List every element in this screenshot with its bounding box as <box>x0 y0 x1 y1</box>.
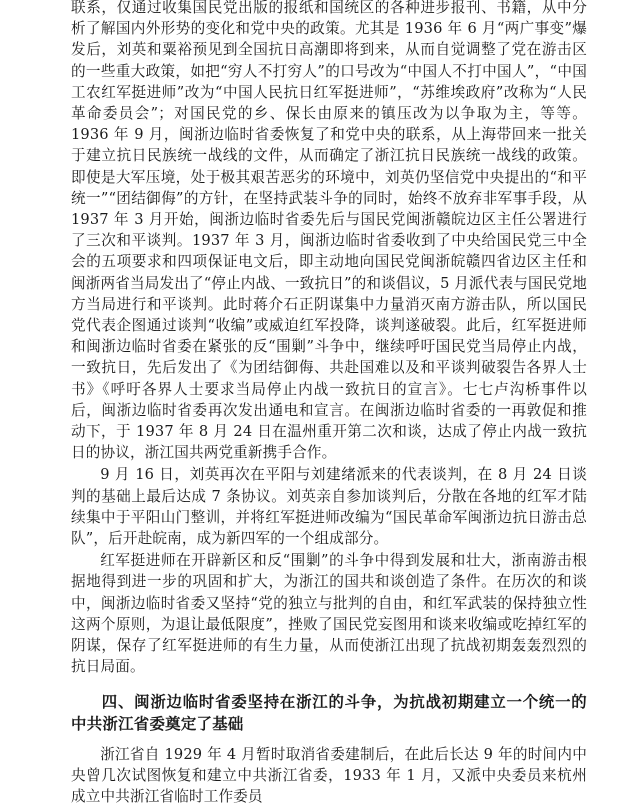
paragraph-4: 浙江省自 1929 年 4 月暂时取消省委建制后，在此后长达 9 年的时间内中央曾几次试图恢复和建立中共浙江省委，1933 年 1 月，又派中央委员来杭州成立中共浙江省临时工作委员 <box>71 744 587 807</box>
section-heading: 四、闽浙边临时省委坚持在浙江的斗争，为抗战初期建立一个统一的中共浙江省委奠定了基础 <box>71 691 587 736</box>
paragraph-2: 9 月 16 日，刘英再次在平阳与刘建绪派来的代表谈判，在 8 月 24 日谈判的基础上最后达成 7 条协议。刘英亲自参加谈判后，分散在各地的红军才陆续集中于平阳山门整训，并将红军挺进师改编为“国民革命军闽浙边抗日游击总队”，后开赴皖南，成为新四军的一个组成部分。 <box>71 464 587 549</box>
paragraph-1: 联系，仅通过收集国民党出版的报纸和国统区的各种进步报刊、书籍，从中分析了解国内外形势的变化和党中央的政策。尤其是 1936 年 6 月“两广事变”爆发后，刘英和粟裕预见到全国抗日高潮即将到来，从而自觉调整了党在游击区的一些重大政策，如把“穷人不打穷人”的口号改为“中国人不打中国人”，“中国工农红军挺进师”改为“中国人民抗日红军挺进师”，“苏维埃政府”改称为“人民革命委员会”；对国民党的乡、保长由原来的镇压改为以争取为主，等等。1936 年 9 月，闽浙边临时省委恢复了和党中央的联系，从上海带回来一批关于建立抗日民族统一战线的文件，从而确定了浙江抗日民族统一战线的政策。即使是大军压境，处于极其艰苦恶劣的环境中，刘英仍坚信党中央提出的“和平统一”“团结御侮”的方针，在坚持武装斗争的同时，始终不放弃非军事手段，从1937 年 3 月开始，闽浙边临时省委先后与国民党闽浙赣皖边区主任公署进行了三次和平谈判。1937 年 3 月，闽浙边临时省委收到了中央给国民党三中全会的五项要求和四项保证电文后，即主动地向国民党闽浙皖赣四省边区主任和闽浙两省当局发出了“停止内战、一致抗日”的和谈倡议，5 月派代表与国民党地方当局进行和平谈判。此时蒋介石正阴谋集中力量消灭南方游击队，所以国民党代表企图通过谈判“收编”或威迫红军投降，谈判遂破裂。此后，红军挺进师和闽浙边临时省委在紧张的反“围剿”斗争中，继续呼吁国民党当局停止内战，一致抗日，先后发出了《为团结御侮、共赴国难以及和平谈判破裂告各界人士书》《呼吁各界人士要求当局停止内战一致抗日的宣言》。七七卢沟桥事件以后，闽浙边临时省委再次发出通电和宣言。在闽浙边临时省委的一再敦促和推动下，于 1937 年 8 月 24 日在温州重开第二次和谈，达成了停止内战一致抗日的协议，浙江国共两党重新携手合作。 <box>71 0 587 463</box>
document-page <box>71 0 587 807</box>
paragraph-3: 红军挺进师在开辟新区和反“围剿”的斗争中得到发展和壮大，浙南游击根据地得到进一步的巩固和扩大，为浙江的国共和谈创造了条件。在历次的和谈中，闽浙边临时省委又坚持“党的独立与批判的自由，和红军武装的保持独立性这两个原则，为退让最低限度”，挫败了国民党妄图用和谈来收编或吃掉红军的阴谋，保存了红军挺进师的有生力量，从而使浙江出现了抗战初期轰轰烈烈的抗日局面。 <box>71 550 587 677</box>
